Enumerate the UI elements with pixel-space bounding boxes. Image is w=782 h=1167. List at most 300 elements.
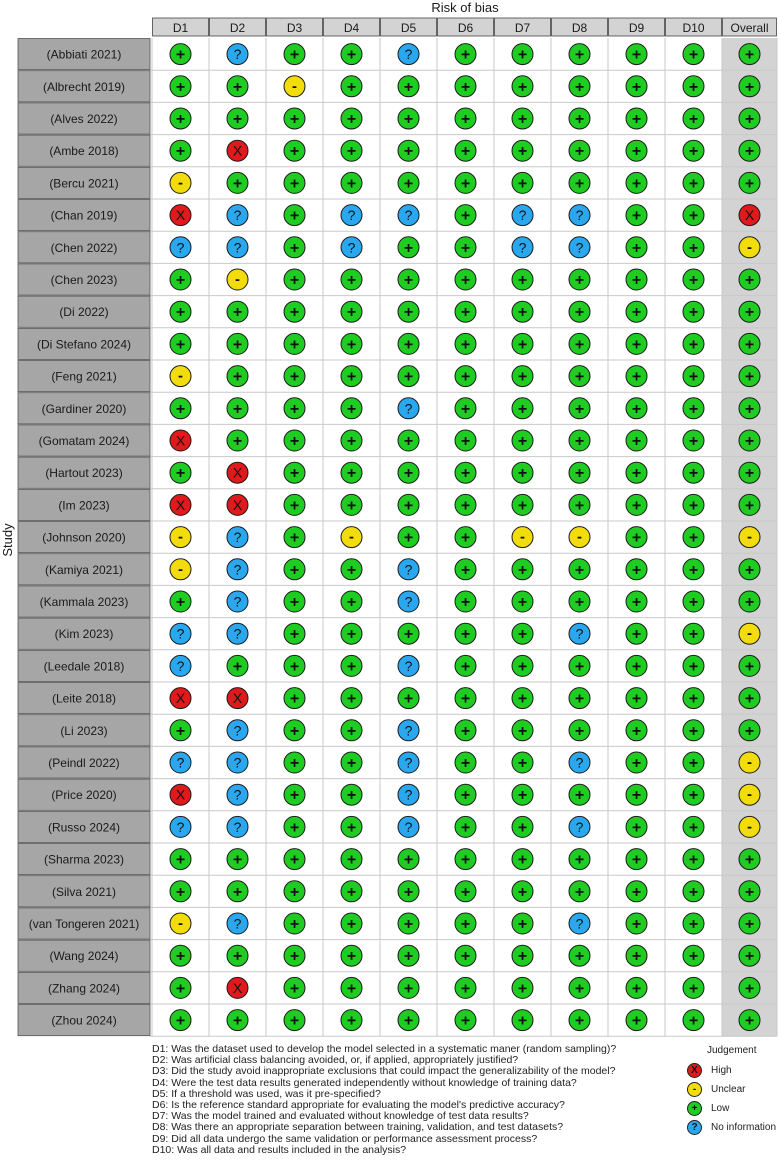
study-label: (Leedale 2018) bbox=[43, 659, 125, 674]
study-label: (Sharma 2023) bbox=[43, 852, 125, 867]
judgement-symbol: + bbox=[232, 304, 243, 322]
judgement-symbol: + bbox=[346, 78, 357, 96]
judgement-symbol: + bbox=[289, 529, 300, 547]
judgement-symbol: + bbox=[688, 465, 699, 483]
judgement-symbol: + bbox=[574, 304, 585, 322]
judgement-symbol: + bbox=[517, 78, 528, 96]
judgement-symbol: + bbox=[574, 465, 585, 483]
judgement-symbol: + bbox=[517, 46, 528, 64]
judgement-symbol: + bbox=[688, 433, 699, 450]
judgement-symbol: + bbox=[403, 980, 414, 998]
judgement-symbol: X bbox=[175, 690, 186, 707]
judgement-symbol: + bbox=[346, 626, 357, 644]
judgement-symbol: ? bbox=[575, 818, 584, 835]
judgement-symbol: + bbox=[175, 948, 186, 966]
judgement-symbol: ? bbox=[233, 786, 242, 803]
y-axis-label: Study bbox=[0, 523, 15, 557]
judgement-symbol: ? bbox=[575, 754, 584, 771]
judgement-symbol: + bbox=[175, 78, 186, 96]
judgement-symbol: + bbox=[346, 851, 357, 869]
study-label: (Kammala 2023) bbox=[39, 595, 129, 609]
judgement-symbol: ? bbox=[575, 239, 584, 256]
judgement-symbol: + bbox=[289, 787, 300, 805]
judgement-symbol: + bbox=[175, 400, 186, 418]
judgement-symbol: + bbox=[688, 239, 699, 257]
judgement-symbol: + bbox=[688, 916, 699, 933]
judgement-symbol: + bbox=[688, 304, 699, 322]
judgement-symbol: + bbox=[403, 368, 414, 386]
legend-swatch: - bbox=[687, 1082, 702, 1097]
judgement-symbol: + bbox=[460, 272, 471, 289]
judgement-symbol: + bbox=[460, 143, 471, 161]
judgement-symbol: ? bbox=[404, 561, 413, 578]
judgement-symbol: ? bbox=[233, 625, 242, 642]
judgement-symbol: + bbox=[346, 368, 357, 386]
study-label: (Hartout 2023) bbox=[45, 466, 123, 481]
judgement-symbol: - bbox=[747, 625, 752, 643]
judgement-symbol: + bbox=[460, 690, 471, 708]
judgement-symbol: + bbox=[688, 400, 699, 418]
judgement-symbol: X bbox=[232, 979, 243, 996]
judgement-symbol: + bbox=[460, 851, 471, 869]
judgement-symbol: + bbox=[175, 883, 186, 901]
judgement-symbol: ? bbox=[233, 561, 242, 578]
judgement-symbol: ? bbox=[575, 207, 584, 224]
study-label: (Kim 2023) bbox=[54, 627, 114, 642]
judgement-symbol: + bbox=[403, 626, 414, 644]
judgement-symbol: + bbox=[631, 819, 642, 837]
judgement-symbol: - bbox=[747, 528, 752, 546]
judgement-symbol: X bbox=[232, 690, 243, 707]
judgement-symbol: + bbox=[631, 400, 642, 418]
judgement-symbol: + bbox=[688, 851, 699, 869]
study-label: (van Tongeren 2021) bbox=[28, 917, 140, 931]
judgement-symbol: + bbox=[232, 400, 243, 418]
judgement-symbol: ? bbox=[404, 593, 413, 610]
domain-header-label: D3 bbox=[286, 21, 303, 35]
judgement-symbol: + bbox=[517, 368, 528, 386]
judgement-symbol: + bbox=[574, 658, 585, 676]
judgement-symbol: + bbox=[574, 690, 585, 708]
judgement-symbol: + bbox=[289, 272, 300, 289]
judgement-symbol: + bbox=[517, 433, 528, 450]
domain-header-label: Overall bbox=[730, 21, 769, 35]
judgement-symbol: + bbox=[517, 1012, 528, 1030]
study-label: (Feng 2021) bbox=[51, 369, 117, 384]
judgement-symbol: + bbox=[346, 400, 357, 418]
judgement-symbol: + bbox=[744, 594, 755, 611]
judgement-symbol: + bbox=[232, 78, 243, 96]
judgement-symbol: + bbox=[631, 336, 642, 354]
judgement-symbol: + bbox=[631, 851, 642, 869]
judgement-symbol: + bbox=[232, 948, 243, 966]
judgement-symbol: + bbox=[403, 529, 414, 547]
judgement-symbol: + bbox=[631, 948, 642, 966]
judgement-symbol: ? bbox=[176, 657, 185, 674]
domain-note: D10: Was all data and results included in the analysis? bbox=[152, 1143, 407, 1156]
judgement-symbol: + bbox=[232, 851, 243, 869]
judgement-symbol: + bbox=[744, 400, 755, 418]
judgement-symbol: + bbox=[460, 787, 471, 805]
judgement-symbol: + bbox=[574, 175, 585, 193]
judgement-symbol: + bbox=[688, 78, 699, 96]
judgement-symbol: + bbox=[403, 690, 414, 708]
judgement-symbol: + bbox=[517, 819, 528, 837]
study-label: (Chan 2019) bbox=[50, 208, 118, 223]
domain-note: D5: If a threshold was used, was it pre-specified? bbox=[152, 1087, 381, 1100]
judgement-symbol: + bbox=[574, 272, 585, 289]
judgement-symbol: + bbox=[574, 336, 585, 354]
legend-item bbox=[687, 1118, 782, 1137]
judgement-symbol: ? bbox=[233, 915, 242, 932]
judgement-symbol: + bbox=[346, 916, 357, 933]
study-label: (Di 2022) bbox=[59, 305, 109, 320]
judgement-symbol: + bbox=[574, 980, 585, 998]
study-label: (Chen 2022) bbox=[50, 240, 118, 255]
judgement-symbol: + bbox=[346, 143, 357, 161]
judgement-symbol: + bbox=[403, 272, 414, 289]
judgement-symbol: + bbox=[631, 626, 642, 644]
judgement-symbol: + bbox=[403, 1012, 414, 1030]
judgement-symbol: + bbox=[289, 819, 300, 837]
judgement-symbol: + bbox=[517, 690, 528, 708]
judgement-symbol: + bbox=[517, 497, 528, 515]
judgement-symbol: + bbox=[232, 1012, 243, 1030]
judgement-symbol: + bbox=[744, 722, 755, 740]
judgement-symbol: + bbox=[460, 368, 471, 386]
judgement-symbol: X bbox=[232, 496, 243, 513]
judgement-symbol: + bbox=[631, 111, 642, 128]
judgement-symbol: - bbox=[178, 915, 183, 932]
judgement-symbol: + bbox=[289, 1012, 300, 1030]
judgement-symbol: + bbox=[175, 46, 186, 64]
legend-title: Judgement bbox=[707, 1045, 757, 1056]
judgement-symbol: + bbox=[517, 465, 528, 483]
judgement-symbol: + bbox=[460, 497, 471, 515]
study-label: (Johnson 2020) bbox=[42, 530, 126, 545]
judgement-symbol: + bbox=[289, 561, 300, 579]
judgement-symbol: + bbox=[460, 658, 471, 676]
judgement-symbol: - bbox=[178, 560, 183, 578]
judgement-symbol: + bbox=[631, 594, 642, 611]
judgement-symbol: + bbox=[517, 916, 528, 933]
judgement-symbol: X bbox=[744, 207, 755, 224]
judgement-symbol: + bbox=[688, 819, 699, 837]
judgement-symbol: + bbox=[517, 626, 528, 644]
judgement-symbol: + bbox=[289, 239, 300, 257]
judgement-symbol: + bbox=[175, 111, 186, 128]
judgement-symbol: + bbox=[744, 980, 755, 998]
judgement-symbol: + bbox=[631, 304, 642, 322]
domain-header-label: D6 bbox=[457, 21, 474, 35]
domain-header-label: D10 bbox=[682, 21, 705, 35]
judgement-symbol: + bbox=[574, 722, 585, 740]
judgement-symbol: + bbox=[175, 143, 186, 161]
judgement-symbol: ? bbox=[404, 657, 413, 674]
judgement-symbol: + bbox=[460, 529, 471, 547]
judgement-symbol: + bbox=[688, 111, 699, 128]
judgement-symbol: + bbox=[574, 497, 585, 515]
judgement-symbol: + bbox=[631, 239, 642, 257]
judgement-symbol: ? bbox=[404, 46, 413, 63]
judgement-symbol: + bbox=[403, 239, 414, 257]
judgement-symbol: ? bbox=[575, 625, 584, 642]
judgement-symbol: ? bbox=[404, 400, 413, 417]
domain-header-label: D4 bbox=[343, 21, 360, 35]
judgement-symbol: + bbox=[744, 78, 755, 96]
judgement-symbol: + bbox=[232, 658, 243, 676]
judgement-symbol: + bbox=[688, 594, 699, 611]
judgement-symbol: + bbox=[346, 46, 357, 64]
judgement-symbol: + bbox=[631, 143, 642, 161]
judgement-symbol: + bbox=[289, 465, 300, 483]
judgement-symbol: - bbox=[235, 271, 240, 288]
judgement-symbol: + bbox=[744, 272, 755, 289]
chart-title: Risk of bias bbox=[431, 0, 499, 15]
judgement-symbol: + bbox=[460, 465, 471, 483]
judgement-symbol: + bbox=[460, 111, 471, 128]
judgement-symbol: + bbox=[232, 336, 243, 354]
judgement-symbol: ? bbox=[347, 207, 356, 224]
legend-label: No information bbox=[711, 1122, 777, 1133]
study-label: (Di Stefano 2024) bbox=[36, 337, 132, 352]
study-label: (Leite 2018) bbox=[51, 691, 117, 706]
domain-note: D1: Was the dataset used to develop the model selected in a systematic maner (random sampling)? bbox=[152, 1043, 617, 1055]
study-label: (Russo 2024) bbox=[47, 820, 121, 835]
judgement-symbol: + bbox=[403, 851, 414, 869]
study-label: (Silva 2021) bbox=[51, 884, 117, 899]
judgement-symbol: + bbox=[175, 851, 186, 869]
judgement-symbol: + bbox=[744, 111, 755, 128]
judgement-symbol: + bbox=[744, 497, 755, 515]
judgement-symbol: + bbox=[460, 433, 471, 450]
judgement-symbol: + bbox=[517, 883, 528, 901]
judgement-symbol: + bbox=[574, 561, 585, 579]
judgement-symbol: + bbox=[346, 658, 357, 676]
judgement-symbol: + bbox=[631, 722, 642, 740]
study-label: (Kamiya 2021) bbox=[44, 562, 124, 577]
judgement-symbol: + bbox=[688, 207, 699, 225]
judgement-symbol: - bbox=[178, 174, 183, 192]
judgement-symbol: + bbox=[574, 143, 585, 161]
judgement-symbol: + bbox=[744, 336, 755, 354]
judgement-symbol: + bbox=[460, 626, 471, 644]
judgement-symbol: + bbox=[517, 980, 528, 998]
judgement-symbol: + bbox=[289, 690, 300, 708]
judgement-symbol: + bbox=[517, 304, 528, 322]
judgement-symbol: + bbox=[744, 143, 755, 161]
judgement-symbol: + bbox=[460, 948, 471, 966]
judgement-symbol: ? bbox=[404, 786, 413, 803]
judgement-symbol: + bbox=[688, 948, 699, 966]
judgement-symbol: + bbox=[289, 433, 300, 450]
judgement-symbol: + bbox=[403, 916, 414, 933]
judgement-symbol: + bbox=[460, 239, 471, 257]
judgement-symbol: ? bbox=[176, 625, 185, 642]
judgement-symbol: + bbox=[517, 272, 528, 289]
judgement-symbol: + bbox=[289, 368, 300, 386]
judgement-symbol: - bbox=[178, 528, 183, 546]
legend-item bbox=[687, 1080, 782, 1099]
judgement-symbol: + bbox=[631, 497, 642, 515]
judgement-symbol: + bbox=[517, 400, 528, 418]
judgement-symbol: - bbox=[747, 818, 752, 836]
judgement-symbol: + bbox=[631, 78, 642, 96]
judgement-symbol: + bbox=[289, 46, 300, 64]
judgement-symbol: + bbox=[289, 851, 300, 869]
judgement-symbol: + bbox=[517, 787, 528, 805]
judgement-symbol: ? bbox=[176, 754, 185, 771]
judgement-symbol: + bbox=[688, 755, 699, 772]
judgement-symbol: + bbox=[744, 1012, 755, 1030]
judgement-symbol: ? bbox=[233, 529, 242, 546]
legend-item bbox=[687, 1099, 782, 1118]
judgement-symbol: + bbox=[460, 304, 471, 322]
judgement-symbol: + bbox=[574, 46, 585, 64]
judgement-symbol: ? bbox=[347, 239, 356, 256]
legend-swatch: ? bbox=[687, 1120, 702, 1135]
legend-swatch: X bbox=[687, 1063, 702, 1078]
judgement-symbol: ? bbox=[233, 754, 242, 771]
judgement-symbol: ? bbox=[233, 722, 242, 739]
judgement-symbol: + bbox=[460, 883, 471, 901]
judgement-symbol: + bbox=[403, 111, 414, 128]
judgement-symbol: + bbox=[232, 433, 243, 450]
judgement-symbol: + bbox=[688, 883, 699, 901]
legend-label: Unclear bbox=[711, 1084, 746, 1095]
judgement-symbol: + bbox=[403, 175, 414, 193]
judgement-symbol: - bbox=[747, 754, 752, 771]
judgement-symbol: + bbox=[175, 336, 186, 354]
judgement-symbol: + bbox=[631, 787, 642, 805]
judgement-symbol: + bbox=[517, 755, 528, 772]
judgement-symbol: + bbox=[460, 207, 471, 225]
domain-header-label: D8 bbox=[571, 21, 588, 35]
judgement-symbol: + bbox=[289, 400, 300, 418]
judgement-symbol: + bbox=[688, 336, 699, 354]
judgement-symbol: + bbox=[688, 272, 699, 289]
judgement-symbol: + bbox=[631, 883, 642, 901]
judgement-symbol: + bbox=[460, 755, 471, 772]
judgement-symbol: + bbox=[460, 46, 471, 64]
judgement-symbol: ? bbox=[575, 915, 584, 932]
judgement-symbol: + bbox=[517, 111, 528, 128]
judgement-symbol: + bbox=[631, 465, 642, 483]
judgement-symbol: + bbox=[574, 78, 585, 96]
judgement-symbol: X bbox=[175, 432, 186, 449]
judgement-symbol: + bbox=[346, 690, 357, 708]
judgement-symbol: + bbox=[744, 433, 755, 450]
judgement-symbol: + bbox=[346, 883, 357, 901]
judgement-symbol: - bbox=[292, 77, 297, 95]
judgement-symbol: + bbox=[517, 722, 528, 740]
judgement-symbol: + bbox=[688, 690, 699, 708]
judgement-symbol: + bbox=[574, 400, 585, 418]
judgement-symbol: + bbox=[688, 175, 699, 193]
judgement-symbol: X bbox=[232, 464, 243, 481]
judgement-symbol: + bbox=[631, 433, 642, 450]
study-label: (Gardiner 2020) bbox=[41, 401, 127, 416]
judgement-symbol: + bbox=[688, 497, 699, 515]
domain-header-label: D7 bbox=[514, 21, 531, 35]
judgement-symbol: + bbox=[289, 497, 300, 515]
judgement-symbol: + bbox=[460, 594, 471, 611]
judgement-symbol: + bbox=[346, 304, 357, 322]
judgement-symbol: + bbox=[289, 658, 300, 676]
judgement-symbol: - bbox=[577, 528, 582, 546]
judgement-symbol: + bbox=[517, 143, 528, 161]
study-label: (Gomatam 2024) bbox=[38, 434, 130, 448]
judgement-symbol: + bbox=[346, 722, 357, 740]
judgement-symbol: + bbox=[744, 46, 755, 64]
judgement-symbol: + bbox=[744, 690, 755, 708]
judgement-symbol: + bbox=[631, 529, 642, 547]
judgement-symbol: + bbox=[631, 690, 642, 708]
judgement-symbol: + bbox=[688, 143, 699, 161]
study-label: (Peindl 2022) bbox=[48, 756, 120, 770]
judgement-symbol: + bbox=[460, 336, 471, 354]
domain-note: D4: Were the test data results generated independently without knowledge of training data? bbox=[152, 1076, 577, 1089]
judgement-symbol: ? bbox=[518, 207, 527, 224]
judgement-symbol: - bbox=[178, 367, 183, 385]
judgement-symbol: + bbox=[175, 1012, 186, 1030]
judgement-symbol: + bbox=[688, 626, 699, 644]
judgement-symbol: + bbox=[289, 916, 300, 933]
judgement-symbol: + bbox=[232, 175, 243, 193]
judgement-symbol: + bbox=[346, 819, 357, 837]
judgement-symbol: + bbox=[688, 561, 699, 579]
judgement-symbol: + bbox=[346, 111, 357, 128]
study-label: (Price 2020) bbox=[51, 788, 117, 803]
judgement-symbol: ? bbox=[518, 239, 527, 256]
judgement-symbol: + bbox=[574, 787, 585, 805]
study-label: (Albrecht 2019) bbox=[42, 79, 126, 94]
study-label: (Bercu 2021) bbox=[49, 176, 119, 191]
judgement-symbol: + bbox=[688, 658, 699, 676]
judgement-symbol: + bbox=[744, 948, 755, 966]
judgement-symbol: X bbox=[175, 207, 186, 224]
domain-note: D3: Did the study avoid inappropriate exclusions that could impact the generalizability of the model? bbox=[152, 1065, 616, 1078]
judgement-symbol: + bbox=[289, 207, 300, 225]
domain-header-label: D2 bbox=[229, 21, 246, 35]
judgement-symbol: ? bbox=[176, 239, 185, 256]
study-label: (Chen 2023) bbox=[50, 273, 118, 287]
judgement-symbol: + bbox=[289, 304, 300, 322]
judgement-symbol: + bbox=[346, 433, 357, 450]
judgement-symbol: ? bbox=[233, 818, 242, 835]
judgement-symbol: + bbox=[232, 111, 243, 128]
judgement-symbol: + bbox=[688, 787, 699, 805]
judgement-symbol: + bbox=[403, 497, 414, 515]
judgement-symbol: + bbox=[574, 851, 585, 869]
judgement-symbol: + bbox=[289, 980, 300, 998]
judgement-symbol: ? bbox=[233, 239, 242, 256]
domain-header-label: D1 bbox=[172, 21, 189, 35]
judgement-symbol: ? bbox=[233, 593, 242, 610]
judgement-symbol: + bbox=[289, 626, 300, 644]
legend-swatch: + bbox=[687, 1101, 702, 1116]
judgement-symbol: + bbox=[744, 465, 755, 483]
judgement-symbol: + bbox=[403, 465, 414, 483]
judgement-symbol: + bbox=[688, 980, 699, 998]
judgement-symbol: + bbox=[289, 594, 300, 611]
judgement-symbol: + bbox=[744, 916, 755, 933]
judgement-symbol: + bbox=[175, 980, 186, 998]
domain-note: D6: Is the reference standard appropriate for evaluating the model's predictive accuracy? bbox=[152, 1099, 565, 1112]
judgement-symbol: + bbox=[346, 272, 357, 289]
domain-note: D8: Was there an appropriate separation between training, validation, and test datasets? bbox=[152, 1121, 564, 1134]
judgement-symbol: + bbox=[631, 368, 642, 386]
